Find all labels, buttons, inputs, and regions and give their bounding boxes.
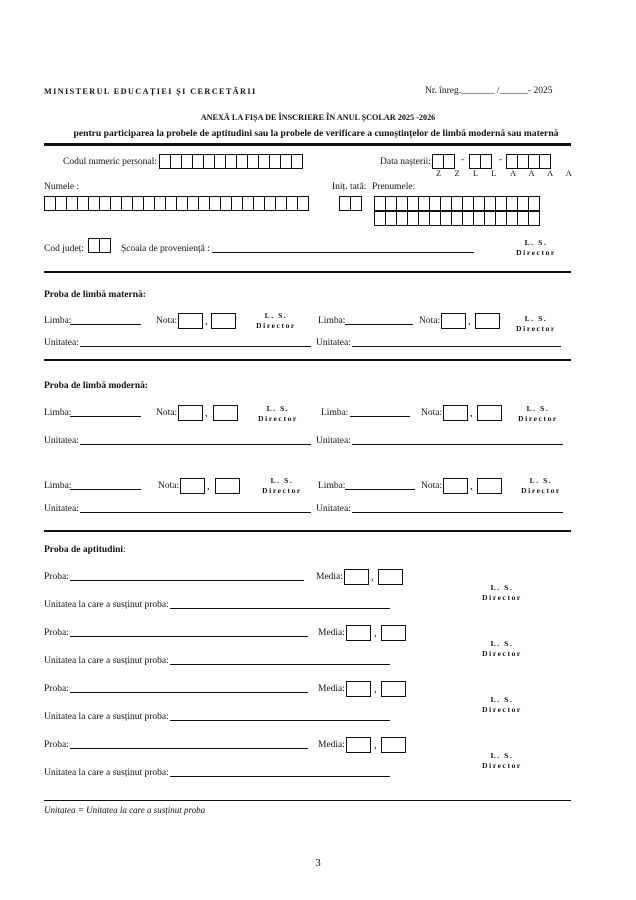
dob-hint-day: Z Z — [436, 168, 466, 178]
char-box[interactable] — [528, 211, 540, 226]
char-box[interactable] — [528, 196, 540, 211]
school-field[interactable] — [212, 252, 474, 253]
modern-nota-label: Nota: — [156, 408, 178, 418]
maternal-limba-field-2[interactable] — [345, 324, 413, 325]
modern-nota-integer-3[interactable] — [180, 478, 205, 494]
maternal-unitate-field-2[interactable] — [352, 346, 561, 347]
aptitude-proba-field[interactable] — [70, 580, 304, 581]
aptitude-media-label: Media: — [318, 684, 345, 694]
modern-limba-field-3[interactable] — [70, 489, 141, 490]
stamp-director: L. S. Director — [256, 311, 296, 330]
dob-hint-year: A A A A — [510, 168, 578, 178]
county-label: Cod județ: — [44, 244, 84, 254]
modern-unitate-field-1[interactable] — [80, 444, 311, 445]
aptitude-proba-field[interactable] — [70, 636, 308, 637]
maternal-nota-integer-2[interactable] — [441, 313, 466, 329]
modern-limba-field-1[interactable] — [70, 416, 141, 417]
modern-unitate-field-4[interactable] — [352, 512, 563, 513]
father-initial-label: Iniț. tată: — [332, 182, 367, 192]
maternal-nota-decimal-1[interactable] — [211, 313, 236, 329]
aptitude-unit-field[interactable] — [170, 664, 390, 665]
first-name-input-row2[interactable] — [374, 211, 539, 226]
stamp-director: L. S. Director — [482, 695, 522, 714]
decimal-comma: , — [205, 315, 208, 327]
surname-input[interactable] — [44, 196, 308, 211]
maternal-unitate-field-1[interactable] — [80, 346, 311, 347]
dob-label: Data nașterii: — [380, 157, 431, 167]
dob-day-input[interactable] — [432, 154, 454, 169]
char-box[interactable] — [291, 154, 303, 169]
modern-nota-integer-1[interactable] — [178, 405, 203, 421]
aptitude-proba-label: Proba: — [44, 628, 69, 638]
modern-nota-label: Nota: — [421, 481, 443, 491]
maternal-limba-label: Limba: — [318, 316, 346, 326]
section-divider — [44, 530, 571, 532]
aptitude-unit-field[interactable] — [170, 720, 390, 721]
aptitude-unit-label: Unitatea la care a susținut proba: — [44, 656, 169, 666]
decimal-comma: , — [470, 407, 473, 419]
stamp-director: L. S. Director — [482, 639, 522, 658]
aptitude-section-title: Proba de aptitudini: — [44, 545, 126, 555]
modern-nota-label: Nota: — [158, 481, 180, 491]
aptitude-media-label: Media: — [318, 740, 345, 750]
surname-label: Numele : — [44, 182, 80, 192]
dob-dash: - — [499, 155, 503, 165]
stamp-director: L. S. Director — [258, 404, 298, 423]
maternal-unitate-label: Unitatea: — [316, 338, 351, 348]
decimal-comma: , — [470, 480, 473, 492]
modern-nota-decimal-1[interactable] — [213, 405, 238, 421]
stamp-director: L. S. Director — [516, 238, 556, 257]
maternal-nota-integer-1[interactable] — [178, 313, 203, 329]
aptitude-unit-label: Unitatea la care a susținut proba: — [44, 768, 169, 778]
modern-unitate-label: Unitatea: — [44, 504, 79, 514]
registration-number: Nr. înreg._______ /______- 2025 — [425, 86, 553, 96]
ministry-name: MINISTERUL EDUCAȚIEI ȘI CERCETĂRII — [44, 87, 257, 96]
decimal-comma: , — [374, 683, 377, 695]
first-name-input-row1[interactable] — [374, 196, 539, 211]
dob-year-input[interactable] — [506, 154, 550, 169]
aptitude-media-decimal[interactable] — [378, 569, 403, 585]
maternal-nota-decimal-2[interactable] — [475, 313, 500, 329]
modern-section-title: Proba de limbă modernă: — [44, 381, 149, 391]
page-number: 3 — [315, 857, 321, 869]
aptitude-proba-label: Proba: — [44, 684, 69, 694]
modern-limba-field-2[interactable] — [350, 416, 410, 417]
modern-nota-label: Nota: — [421, 408, 443, 418]
aptitude-media-decimal[interactable] — [381, 625, 406, 641]
maternal-unitate-label: Unitatea: — [44, 338, 79, 348]
modern-nota-integer-2[interactable] — [443, 405, 468, 421]
maternal-limba-label: Limba: — [44, 316, 72, 326]
maternal-nota-label: Nota: — [419, 316, 441, 326]
section-divider — [44, 271, 571, 273]
aptitude-unit-label: Unitatea la care a susținut proba: — [44, 712, 169, 722]
stamp-director: L. S. Director — [482, 751, 522, 770]
decimal-comma: , — [374, 627, 377, 639]
modern-limba-label: Limba: — [44, 408, 72, 418]
modern-limba-label: Limba: — [321, 408, 349, 418]
char-box[interactable] — [297, 196, 309, 211]
modern-unitate-label: Unitatea: — [316, 504, 351, 514]
aptitude-unit-field[interactable] — [170, 776, 390, 777]
modern-unitate-field-2[interactable] — [352, 444, 563, 445]
modern-limba-label: Limba: — [318, 481, 346, 491]
aptitude-proba-label: Proba: — [44, 572, 69, 582]
cnp-label: Codul numeric personal: — [63, 157, 157, 167]
footnote: Unitatea = Unitatea la care a susținut proba — [44, 805, 206, 815]
char-box[interactable] — [539, 154, 551, 169]
maternal-nota-label: Nota: — [156, 316, 178, 326]
dob-hint-month: L L — [473, 168, 502, 178]
modern-limba-label: Limba: — [44, 481, 72, 491]
county-code-input[interactable] — [88, 238, 110, 253]
dob-dash: - — [461, 155, 465, 165]
modern-limba-field-4[interactable] — [345, 489, 415, 490]
decimal-comma: , — [207, 480, 210, 492]
aptitude-media-integer[interactable] — [346, 625, 371, 641]
stamp-director: L. S. Director — [518, 404, 558, 423]
maternal-limba-field-1[interactable] — [70, 324, 141, 325]
modern-unitate-label: Unitatea: — [316, 436, 351, 446]
stamp-director: L. S. Director — [262, 476, 302, 495]
modern-nota-decimal-2[interactable] — [477, 405, 502, 421]
char-box[interactable] — [99, 238, 111, 253]
modern-unitate-field-3[interactable] — [80, 512, 311, 513]
char-box[interactable] — [480, 154, 492, 169]
stamp-director: L. S. Director — [516, 314, 556, 333]
decimal-comma: , — [205, 407, 208, 419]
modern-nota-decimal-3[interactable] — [215, 478, 240, 494]
modern-nota-integer-4[interactable] — [443, 478, 468, 494]
aptitude-proba-field[interactable] — [70, 692, 308, 693]
maternal-section-title: Proba de limbă maternă: — [44, 290, 146, 300]
section-divider — [44, 359, 571, 361]
decimal-comma: , — [374, 739, 377, 751]
annex-subtitle: pentru participarea la probele de aptitudini sau la probele de verificare a cunoștințelor de limbă modernă sau maternă — [73, 128, 559, 139]
cnp-input[interactable] — [159, 154, 302, 169]
aptitude-proba-field[interactable] — [70, 748, 308, 749]
stamp-director: L. S. Director — [521, 476, 561, 495]
aptitude-unit-field[interactable] — [170, 608, 390, 609]
aptitude-media-label: Media: — [316, 572, 343, 582]
father-initial-input[interactable] — [339, 196, 361, 211]
thick-divider — [44, 143, 571, 146]
aptitude-media-integer[interactable] — [346, 681, 371, 697]
school-label: Școala de proveniență : — [121, 244, 210, 254]
annex-title: ANEXĂ LA FIȘA DE ÎNSCRIERE ÎN ANUL ȘCOLAR 2025 -2026 — [200, 113, 436, 122]
stamp-director: L. S. Director — [482, 583, 522, 602]
aptitude-media-decimal[interactable] — [381, 681, 406, 697]
decimal-comma: , — [371, 571, 374, 583]
dob-month-input[interactable] — [469, 154, 491, 169]
aptitude-unit-label: Unitatea la care a susținut proba: — [44, 600, 169, 610]
char-box[interactable] — [350, 196, 362, 211]
aptitude-media-integer[interactable] — [346, 737, 371, 753]
first-name-label: Prenumele: — [372, 182, 416, 192]
footer-divider — [44, 800, 571, 801]
decimal-comma: , — [468, 315, 471, 327]
modern-unitate-label: Unitatea: — [44, 436, 79, 446]
aptitude-media-label: Media: — [318, 628, 345, 638]
aptitude-proba-label: Proba: — [44, 740, 69, 750]
aptitude-media-decimal[interactable] — [381, 737, 406, 753]
modern-nota-decimal-4[interactable] — [477, 478, 502, 494]
aptitude-media-integer[interactable] — [344, 569, 369, 585]
char-box[interactable] — [443, 154, 455, 169]
